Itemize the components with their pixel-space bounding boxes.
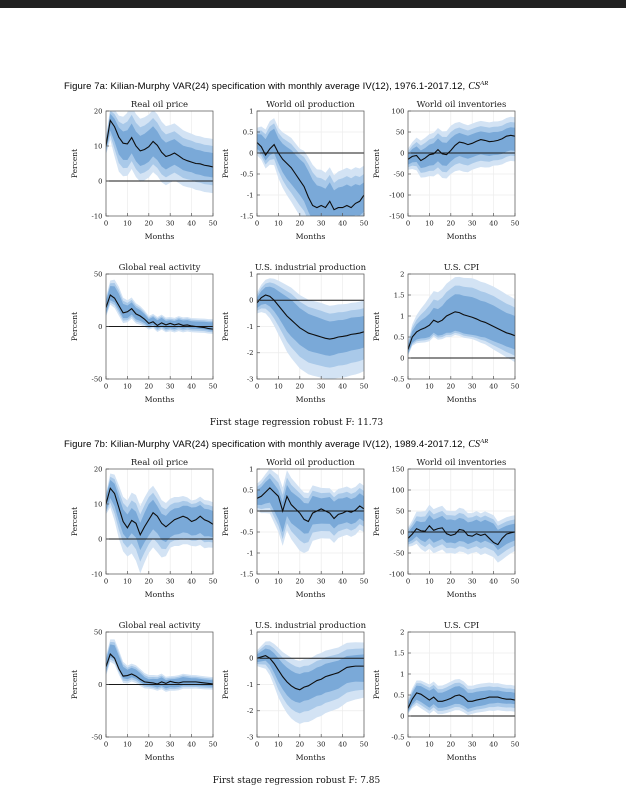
svg-text:0: 0 xyxy=(98,535,103,544)
svg-text:30: 30 xyxy=(467,740,477,749)
plot-area xyxy=(408,505,515,563)
svg-text:0: 0 xyxy=(405,740,411,749)
subplot-title: Global real activity xyxy=(118,263,201,274)
svg-text:0.5: 0.5 xyxy=(393,333,405,342)
svg-text:1: 1 xyxy=(249,107,254,116)
svg-text:50: 50 xyxy=(510,219,520,228)
subplot-7b-global-real-activity xyxy=(70,619,221,774)
svg-text:0: 0 xyxy=(254,382,260,391)
figure-7b-grid xyxy=(70,456,626,774)
subplot-title: World oil inventories xyxy=(416,458,507,469)
svg-text:0: 0 xyxy=(98,177,103,186)
svg-text:0: 0 xyxy=(254,740,260,749)
y-axis-label: Percent xyxy=(70,670,79,700)
irf-chart xyxy=(221,261,370,411)
svg-text:1: 1 xyxy=(400,670,405,679)
svg-text:10: 10 xyxy=(274,382,283,391)
svg-text:0: 0 xyxy=(249,149,254,158)
svg-text:-0.5: -0.5 xyxy=(240,170,254,179)
x-axis-label: Months xyxy=(144,590,175,600)
svg-text:40: 40 xyxy=(187,740,196,749)
svg-text:10: 10 xyxy=(274,740,283,749)
y-axis-label: Percent xyxy=(70,149,79,179)
svg-text:10: 10 xyxy=(425,740,434,749)
subplot-title: World oil inventories xyxy=(416,100,507,111)
svg-text:30: 30 xyxy=(165,577,175,586)
svg-text:40: 40 xyxy=(489,219,498,228)
figure-7a-section xyxy=(0,80,626,428)
svg-text:30: 30 xyxy=(165,382,175,391)
svg-text:50: 50 xyxy=(93,270,103,279)
svg-text:0: 0 xyxy=(98,322,103,331)
svg-text:20: 20 xyxy=(144,740,154,749)
svg-text:50: 50 xyxy=(359,740,369,749)
svg-text:50: 50 xyxy=(395,507,405,516)
svg-text:-3: -3 xyxy=(246,733,254,742)
svg-text:20: 20 xyxy=(446,577,456,586)
subplot-title: U.S. CPI xyxy=(443,263,480,274)
irf-chart xyxy=(372,261,521,411)
svg-text:1: 1 xyxy=(249,628,254,637)
svg-text:50: 50 xyxy=(208,740,218,749)
plot-area xyxy=(106,474,213,574)
first-stage-f-7b: First stage regression robust F: 7.85 xyxy=(212,776,381,786)
svg-text:-1.5: -1.5 xyxy=(240,570,254,579)
svg-text:-1: -1 xyxy=(246,322,254,331)
svg-text:50: 50 xyxy=(510,740,520,749)
svg-text:50: 50 xyxy=(208,577,218,586)
svg-text:0: 0 xyxy=(103,740,109,749)
svg-text:-10: -10 xyxy=(91,212,103,221)
svg-text:20: 20 xyxy=(144,219,154,228)
plot-area xyxy=(408,277,515,362)
subplot-7b-us-industrial-production xyxy=(221,619,372,774)
svg-text:0: 0 xyxy=(400,354,405,363)
x-axis-label: Months xyxy=(446,395,477,405)
svg-text:1: 1 xyxy=(249,270,254,279)
svg-text:30: 30 xyxy=(316,740,326,749)
svg-text:-10: -10 xyxy=(91,570,103,579)
irf-chart xyxy=(70,98,219,248)
svg-text:50: 50 xyxy=(359,577,369,586)
svg-text:50: 50 xyxy=(208,382,218,391)
svg-text:50: 50 xyxy=(395,128,405,137)
x-axis-label: Months xyxy=(144,232,175,242)
caption-math-cs: CS xyxy=(468,439,481,451)
y-axis-label: Percent xyxy=(372,149,381,179)
svg-text:1.5: 1.5 xyxy=(393,649,405,658)
svg-text:0: 0 xyxy=(400,712,405,721)
svg-text:0: 0 xyxy=(405,382,411,391)
svg-text:0.5: 0.5 xyxy=(242,128,254,137)
svg-text:50: 50 xyxy=(359,219,369,228)
svg-text:-1: -1 xyxy=(246,681,254,690)
svg-text:30: 30 xyxy=(316,219,326,228)
plot-area xyxy=(408,679,515,716)
svg-text:50: 50 xyxy=(510,382,520,391)
plot-area xyxy=(106,280,213,334)
subplot-7a-global-real-activity xyxy=(70,261,221,416)
svg-text:0: 0 xyxy=(249,507,254,516)
subplot-title: U.S. CPI xyxy=(443,621,480,632)
irf-chart xyxy=(372,619,521,769)
svg-text:-2: -2 xyxy=(246,707,254,716)
svg-text:40: 40 xyxy=(489,740,498,749)
svg-text:0: 0 xyxy=(400,528,405,537)
svg-text:40: 40 xyxy=(187,382,196,391)
svg-text:30: 30 xyxy=(316,382,326,391)
svg-text:0: 0 xyxy=(249,654,254,663)
svg-text:2: 2 xyxy=(400,270,405,279)
plot-area xyxy=(254,118,364,242)
subplot-title: Real oil price xyxy=(130,100,189,111)
svg-text:-50: -50 xyxy=(393,549,405,558)
svg-text:-0.5: -0.5 xyxy=(391,375,405,384)
svg-text:20: 20 xyxy=(295,382,305,391)
svg-text:10: 10 xyxy=(123,740,132,749)
caption-text: Figure 7b: Kilian-Murphy VAR(24) specification with monthly average IV(12), 1989.4-2017.12, xyxy=(64,439,466,451)
subplot-7a-us-industrial-production xyxy=(221,261,372,416)
x-axis-label: Months xyxy=(295,232,326,242)
caption-math-cs: CS xyxy=(468,81,481,93)
subplot-title: U.S. industrial production xyxy=(254,621,367,632)
x-axis-label: Months xyxy=(446,590,477,600)
svg-text:20: 20 xyxy=(295,740,305,749)
svg-text:10: 10 xyxy=(274,219,283,228)
svg-text:1: 1 xyxy=(400,312,405,321)
subplot-title: Real oil price xyxy=(130,458,189,469)
subplot-7b-real-oil-price xyxy=(70,456,221,611)
svg-text:0: 0 xyxy=(405,577,411,586)
svg-text:150: 150 xyxy=(391,465,405,474)
irf-chart xyxy=(70,456,219,606)
y-axis-label: Percent xyxy=(221,507,230,537)
svg-text:10: 10 xyxy=(123,577,132,586)
subplot-7a-us-cpi xyxy=(372,261,523,416)
svg-text:-0.5: -0.5 xyxy=(240,528,254,537)
svg-text:0.5: 0.5 xyxy=(242,486,254,495)
svg-text:0: 0 xyxy=(254,219,260,228)
svg-text:40: 40 xyxy=(338,382,347,391)
subplot-title: Global real activity xyxy=(118,621,201,632)
svg-text:40: 40 xyxy=(338,219,347,228)
subplot-7a-world-oil-inventories xyxy=(372,98,523,253)
svg-text:40: 40 xyxy=(489,382,498,391)
svg-text:100: 100 xyxy=(391,486,405,495)
svg-text:0: 0 xyxy=(249,296,254,305)
svg-text:50: 50 xyxy=(359,382,369,391)
svg-text:0: 0 xyxy=(254,577,260,586)
svg-text:-0.5: -0.5 xyxy=(391,733,405,742)
irf-chart xyxy=(70,619,219,769)
svg-text:10: 10 xyxy=(425,577,434,586)
irf-chart xyxy=(221,456,370,606)
svg-text:0: 0 xyxy=(103,577,109,586)
svg-text:1: 1 xyxy=(249,465,254,474)
irf-chart xyxy=(372,98,521,248)
subplot-7b-world-oil-inventories xyxy=(372,456,523,611)
figure-7b-caption xyxy=(64,438,626,450)
first-stage-f-7a: First stage regression robust F: 11.73 xyxy=(209,418,384,429)
plot-area xyxy=(257,278,364,379)
svg-text:20: 20 xyxy=(93,465,103,474)
svg-text:20: 20 xyxy=(295,577,305,586)
plot-area xyxy=(106,640,213,693)
y-axis-label: Percent xyxy=(221,670,230,700)
svg-text:20: 20 xyxy=(446,219,456,228)
irf-chart xyxy=(221,619,370,769)
x-axis-label: Months xyxy=(144,753,175,763)
plot-area xyxy=(408,117,515,179)
caption-math-sup: AR xyxy=(480,438,489,446)
subplot-title: World oil production xyxy=(266,458,355,469)
subplot-7a-real-oil-price xyxy=(70,98,221,253)
x-axis-label: Months xyxy=(295,395,326,405)
y-axis-label: Percent xyxy=(372,670,381,700)
svg-text:-100: -100 xyxy=(389,570,405,579)
svg-text:40: 40 xyxy=(489,577,498,586)
svg-text:20: 20 xyxy=(144,577,154,586)
window-top-bar xyxy=(0,0,626,8)
svg-text:1.5: 1.5 xyxy=(393,291,405,300)
svg-text:10: 10 xyxy=(123,219,132,228)
irf-chart xyxy=(372,456,521,606)
caption-text: Figure 7a: Kilian-Murphy VAR(24) specification with monthly average IV(12), 1976.1-2017.12, xyxy=(64,81,466,93)
svg-text:50: 50 xyxy=(208,219,218,228)
svg-text:-100: -100 xyxy=(389,191,405,200)
svg-text:10: 10 xyxy=(93,500,103,509)
x-axis-label: Months xyxy=(446,753,477,763)
svg-text:30: 30 xyxy=(316,577,326,586)
subplot-title: U.S. industrial production xyxy=(254,263,367,274)
svg-text:0: 0 xyxy=(400,149,405,158)
svg-text:40: 40 xyxy=(338,577,347,586)
svg-text:-3: -3 xyxy=(246,375,254,384)
svg-text:0: 0 xyxy=(103,382,109,391)
plot-area xyxy=(257,469,364,553)
svg-text:-2: -2 xyxy=(246,349,254,358)
svg-text:10: 10 xyxy=(123,382,132,391)
svg-text:40: 40 xyxy=(338,740,347,749)
y-axis-label: Percent xyxy=(372,312,381,342)
svg-text:50: 50 xyxy=(510,577,520,586)
figure-7a-caption xyxy=(64,80,626,92)
svg-text:20: 20 xyxy=(295,219,305,228)
svg-text:10: 10 xyxy=(425,219,434,228)
svg-text:-150: -150 xyxy=(389,212,405,221)
plot-area xyxy=(257,642,364,725)
svg-text:2: 2 xyxy=(400,628,405,637)
svg-text:30: 30 xyxy=(467,577,477,586)
svg-text:10: 10 xyxy=(93,142,103,151)
svg-text:10: 10 xyxy=(425,382,434,391)
svg-text:40: 40 xyxy=(187,577,196,586)
figure-7b-section xyxy=(0,438,626,786)
y-axis-label: Percent xyxy=(221,312,230,342)
svg-text:0: 0 xyxy=(98,681,103,690)
y-axis-label: Percent xyxy=(70,507,79,537)
svg-text:30: 30 xyxy=(467,219,477,228)
x-axis-label: Months xyxy=(446,232,477,242)
svg-text:10: 10 xyxy=(274,577,283,586)
svg-text:40: 40 xyxy=(187,219,196,228)
svg-text:20: 20 xyxy=(446,382,456,391)
caption-math-sup: AR xyxy=(480,80,489,87)
svg-text:-1.5: -1.5 xyxy=(240,212,254,221)
svg-text:-50: -50 xyxy=(91,733,103,742)
irf-chart xyxy=(221,98,370,248)
svg-text:0.5: 0.5 xyxy=(393,691,405,700)
subplot-7b-world-oil-production xyxy=(221,456,372,611)
svg-text:0: 0 xyxy=(405,219,411,228)
svg-text:30: 30 xyxy=(467,382,477,391)
svg-text:-1: -1 xyxy=(246,549,254,558)
y-axis-label: Percent xyxy=(70,312,79,342)
svg-text:0: 0 xyxy=(103,219,109,228)
subplot-7a-world-oil-production xyxy=(221,98,372,253)
svg-text:20: 20 xyxy=(93,107,103,116)
y-axis-label: Percent xyxy=(372,507,381,537)
y-axis-label: Percent xyxy=(221,149,230,179)
svg-text:20: 20 xyxy=(144,382,154,391)
svg-text:50: 50 xyxy=(93,628,103,637)
x-axis-label: Months xyxy=(295,753,326,763)
irf-chart xyxy=(70,261,219,411)
subplot-7b-us-cpi xyxy=(372,619,523,774)
x-axis-label: Months xyxy=(295,590,326,600)
svg-text:20: 20 xyxy=(446,740,456,749)
svg-text:-50: -50 xyxy=(91,375,103,384)
svg-text:100: 100 xyxy=(391,107,405,116)
svg-text:30: 30 xyxy=(165,219,175,228)
svg-text:30: 30 xyxy=(165,740,175,749)
x-axis-label: Months xyxy=(144,395,175,405)
plot-area xyxy=(106,106,213,193)
figure-7a-grid xyxy=(70,98,626,416)
subplot-title: World oil production xyxy=(266,100,355,111)
svg-text:-50: -50 xyxy=(393,170,405,179)
svg-text:-1: -1 xyxy=(246,191,254,200)
